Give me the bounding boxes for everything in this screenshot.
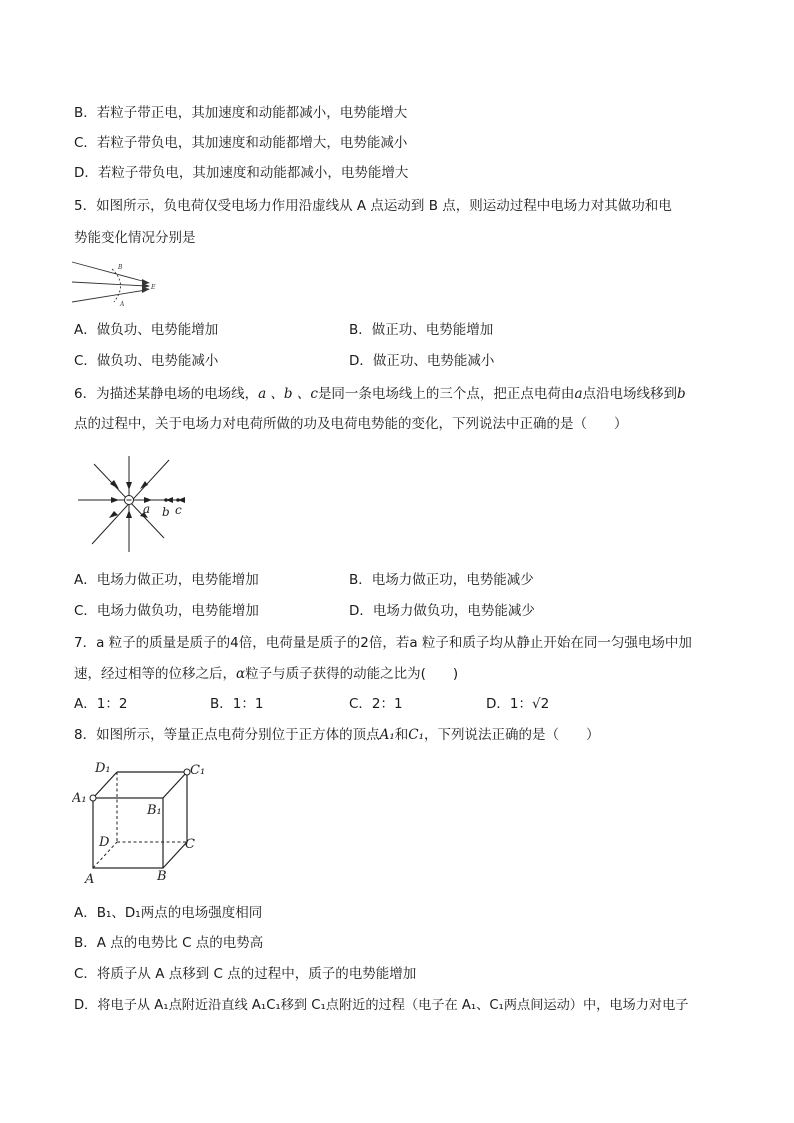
- q5-label-e: E: [151, 284, 156, 291]
- q7-stem-text2: 粒子与质子获得的动能之比为( ): [245, 666, 459, 682]
- q5-stem-line2: 势能变化情况分别是: [74, 230, 196, 246]
- q5-label-b: B: [118, 264, 123, 271]
- q5-option-a: A．做负功、电势能增加: [74, 322, 219, 338]
- q6-label-b: b: [162, 505, 170, 519]
- q7-option-a: A．1：2: [74, 696, 128, 712]
- q5-stem-line1: 5．如图所示，负电荷仅受电场力作用沿虚线从 A 点运动到 B 点，则运动过程中电场力对其做功和电: [74, 198, 672, 214]
- q5-field-diagram: [70, 258, 160, 308]
- q7-option-d-prefix: D．1：: [486, 696, 532, 712]
- q5-label-a: A: [120, 301, 125, 308]
- q5-option-d: D．做正功、电势能减小: [349, 353, 495, 369]
- q8-option-b: B．A 点的电势比 C 点的电势高: [74, 935, 264, 951]
- q7-stem-line2: [74, 664, 458, 684]
- q8-stem: [74, 725, 600, 745]
- q6-label-a: a: [143, 502, 151, 516]
- q8-option-c: C．将质子从 A 点移到 C 点的过程中，质子的电势能增加: [74, 966, 417, 982]
- q8-stem-text1: 8．如图所示，等量正点电荷分别位于正方体的顶点: [74, 727, 380, 743]
- q7-stem-alpha: α: [236, 666, 246, 682]
- q8-label-d1: D₁: [95, 761, 111, 776]
- q4-option-d: D．若粒子带负电，其加速度和动能都减小，电势能增大: [74, 165, 409, 181]
- q8-label-c1: C₁: [190, 763, 206, 778]
- q8-label-a1: A₁: [72, 791, 87, 806]
- q5-option-b: B．做正功、电势能增加: [349, 322, 494, 338]
- q6-option-b: B．电场力做正功，电势能减少: [349, 572, 534, 588]
- q6-stem-line1: [74, 384, 686, 404]
- q4-option-b: B．若粒子带正电，其加速度和动能都减小，电势能增大: [74, 105, 408, 121]
- q6-stem-text3: 点沿电场线移到: [582, 386, 677, 402]
- q8-option-a: A．B₁、D₁两点的电场强度相同: [74, 905, 263, 921]
- q4-option-c: C．若粒子带负电，其加速度和动能都增大，电势能减小: [74, 135, 408, 151]
- q8-label-b1: B₁: [147, 803, 162, 818]
- q8-label-c: C: [185, 837, 195, 852]
- q5-option-c: C．做负功、电势能减小: [74, 353, 219, 369]
- q6-option-d: D．电场力做负功，电势能减少: [349, 603, 535, 619]
- q6-stem-vars: a 、b 、c: [258, 386, 318, 402]
- q7-option-d-root: √2: [531, 696, 550, 712]
- q6-option-a: A．电场力做正功，电势能增加: [74, 572, 259, 588]
- q8-label-b: B: [157, 869, 167, 884]
- q7-option-c: C．2：1: [349, 696, 403, 712]
- q8-label-a: A: [85, 872, 95, 886]
- q7-option-b: B．1：1: [210, 696, 264, 712]
- q8-label-d: D: [99, 835, 110, 850]
- q6-stem-text1: 6．为描述某静电场的电场线，: [74, 386, 259, 402]
- q8-cube-diagram: [72, 756, 212, 886]
- q6-stem-var-a: a: [574, 386, 583, 402]
- q6-option-c: C．电场力做负功，电势能增加: [74, 603, 259, 619]
- q8-stem-text3: ，下列说法正确的是（ ）: [424, 727, 600, 743]
- q7-stem-line1: 7．a 粒子的质量是质子的4倍，电荷量是质子的2倍，若a 粒子和质子均从静止开始在同一匀强电场中加: [74, 635, 692, 651]
- q8-stem-c1: C₁: [408, 727, 425, 743]
- q7-option-d: [486, 694, 549, 714]
- q6-stem-line2: 点的过程中，关于电场力对电荷所做的功及电荷电势能的变化，下列说法中正确的是（ ）: [74, 416, 628, 432]
- q8-stem-text2: 和: [394, 727, 409, 743]
- q6-stem-text2: 是同一条电场线上的三个点，把正点电荷由: [317, 386, 575, 402]
- q8-stem-a1: A₁: [379, 727, 395, 743]
- q6-stem-var-b: b: [677, 386, 686, 402]
- q6-field-diagram: [74, 452, 194, 560]
- q6-label-c: c: [175, 503, 182, 517]
- q7-stem-text1: 速，经过相等的位移之后，: [74, 666, 236, 682]
- q8-option-d: D．将电子从 A₁点附近沿直线 A₁C₁移到 C₁点附近的过程（电子在 A₁、C₁两点间运动）中，电场力对电子: [74, 998, 689, 1013]
